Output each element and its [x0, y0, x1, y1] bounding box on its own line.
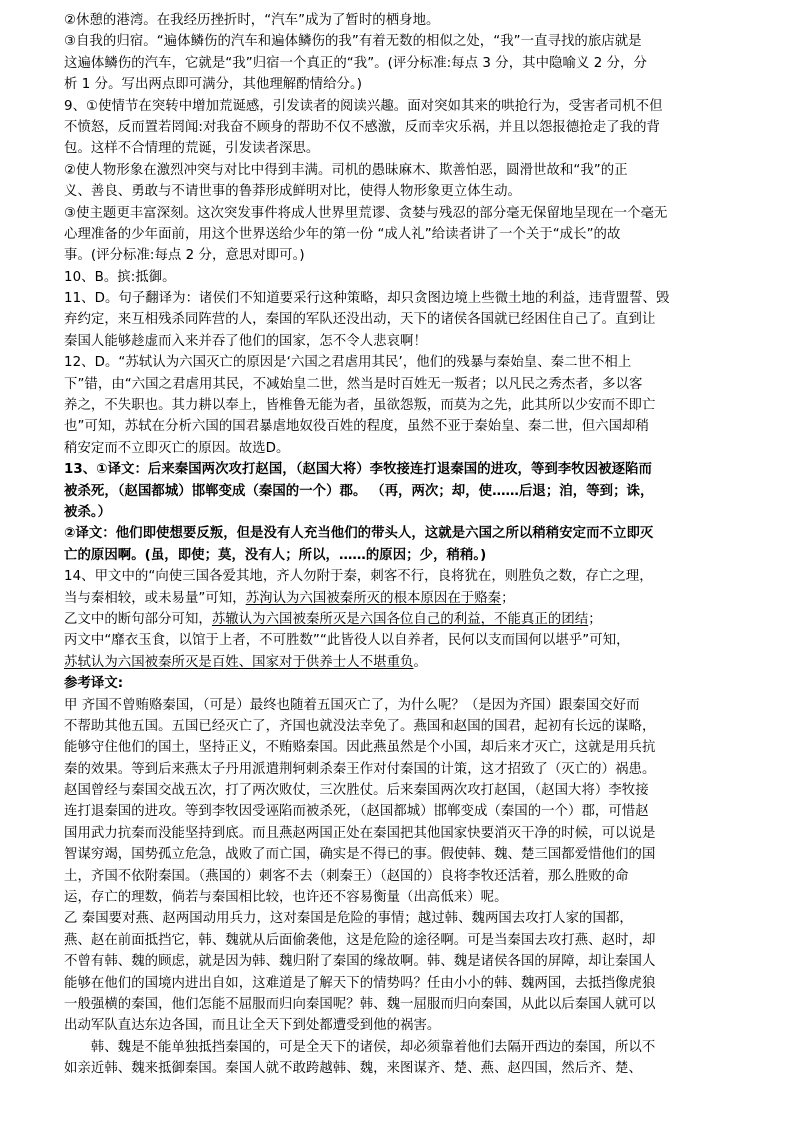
text-line: [64, 973, 744, 994]
text-line: [64, 352, 744, 373]
text-line: [64, 288, 744, 309]
line-text: 一般强横的秦国，他们怎能不屈服而归向秦国呢？韩、魏一屈服而归向秦国，从此以后秦国人就可以: [64, 996, 656, 1012]
text-line: [64, 331, 744, 352]
text-line: [64, 74, 744, 95]
text-line: [64, 588, 744, 609]
line-text: 韩、魏是不能单独抵挡秦国的，可是全天下的诸侯，却必须靠着他们去隔开西边的秦国，所以不: [90, 1039, 656, 1055]
line-text: 丙文中“靡衣玉食，以馆于上者，不可胜数”“此皆役人以自养者，民何以支而国何以堪乎”可知，: [64, 633, 630, 649]
text-line: [64, 737, 744, 758]
text-line: [64, 117, 744, 138]
line-text: 不愤怒，反而置若罔闻:对我奋不顾身的帮助不仅不感激，反而幸灾乐祸，并且以怨报德抢走了我的背: [64, 119, 660, 135]
text-line: [64, 523, 744, 544]
text-line: [64, 716, 744, 737]
line-text-tail: 。: [413, 654, 427, 670]
text-line: [64, 1037, 744, 1058]
line-text: ②使人物形象在激烈冲突与对比中得到丰满。司机的愚昧麻木、欺善怕恶，圆滑世故和“我”的正: [64, 162, 628, 178]
line-text: 不曾有韩、魏的顾虑，就是因为韩、魏归附了秦国的缘故啊。韩、魏是诸侯各国的屏障，却让秦国人: [64, 954, 656, 970]
line-text: 燕、赵在前面抵挡它，韩、魏就从后面偷袭他，这是危险的途径啊。可是当秦国去攻打燕、赵时，却: [64, 932, 656, 948]
text-line: [64, 416, 744, 437]
line-text: ③自我的归宿。“遍体鳞伤的汽车和遍体鳞伤的我”有着无数的相似之处，“我”一直寻找的旅店就是: [64, 34, 642, 50]
line-text: 事。(评分标准:每点 2 分，意思对即可。): [64, 248, 305, 264]
text-line: [64, 951, 744, 972]
text-line: [64, 96, 744, 117]
text-line: [64, 908, 744, 929]
text-line: [64, 10, 744, 31]
line-text: 智谋穷竭，国势孤立危急，战败了而亡国，确实是不得已的事。假使韩、魏、楚三国都爱惜他们的国: [64, 847, 656, 863]
text-line: [64, 309, 744, 330]
underlined-answer: 苏辙认为六国被秦所灭是六国各位自己的利益，不能真正的团结: [211, 611, 589, 627]
line-text: 养之，不失职也。其力耕以奉上，皆椎鲁无能为者，虽欲怨叛，而莫为之先，此其所以少安而不即亡: [64, 398, 656, 414]
line-text: 心理准备的少年面前，用这个世界送给少年的第一份 “成人礼”给读者讲了一个关于“成长”的故: [64, 226, 621, 242]
text-line: [64, 459, 744, 480]
line-text: 9、①使情节在突转中增加荒诞感，引发读者的阅读兴趣。面对突如其来的哄抢行为，受害者司机不但: [64, 98, 663, 114]
line-text: 下”错，由“六国之君虐用其民，不减始皇二世，然当是时百姓无一叛者；以凡民之秀杰者，多以客: [64, 376, 643, 392]
line-text: 12、D。“苏轼认为六国灭亡的原因是‘六国之君虐用其民’，他们的残暴与秦始皇、秦二世不相上: [64, 355, 632, 371]
line-text: ③使主题更丰富深刻。这次突发事件将成人世界里荒谬、贪婪与残忍的部分毫无保留地呈现在一个毫无: [64, 205, 668, 221]
line-text: 秦的效果。等到后来燕太子丹用派遣荆轲刺杀秦王作对付秦国的计策，这才招致了（灭亡的）祸患。: [64, 761, 656, 777]
text-line: [64, 438, 744, 459]
line-text: 包。这样不合情理的荒诞，引发读者深思。: [64, 141, 320, 157]
text-line: [64, 31, 744, 52]
text-line: [64, 759, 744, 780]
line-text: 赵国曾经与秦国交战五次，打了两次败仗，三次胜仗。后来秦国两次攻打赵国，（赵国大将）李牧接: [64, 783, 649, 799]
line-text: ②译文：他们即使想要反叛，但是没有人充当他们的带头人，这就是六国之所以稍稍安定而不立即灭: [64, 526, 654, 542]
line-text: 11、D。句子翻译为：诸侯们不知道要采行这种策略，却只贪图边境上些微土地的利益，违背盟誓、毁: [64, 291, 670, 307]
text-line: [64, 203, 744, 224]
line-text: 能够在他们的国境内进出自如，这难道是了解天下的情势吗？任由小小的韩、魏两国，去抵挡像虎狼: [64, 975, 656, 991]
line-text: 也”可知，苏轼在分析六国的国君暴虐地奴役百姓的程度，虽然不亚于秦始皇、秦二世，但六国却稍: [64, 419, 649, 435]
text-line: [64, 267, 744, 288]
text-line: [64, 930, 744, 951]
line-text: ②休憩的港湾。在我经历挫折时，“汽车”成为了暂时的栖身地。: [64, 13, 440, 28]
text-line: [64, 695, 744, 716]
line-text: 连打退秦国的进攻。等到李牧因受诬陷而被杀死，（赵国都城）邯郸变成（秦国的一个）郡，可惜赵: [64, 804, 649, 820]
line-text: 析 1 分。写出两点即可满分，其他理解酌情给分。): [64, 77, 363, 93]
text-line: [64, 566, 744, 587]
text-line: [64, 866, 744, 887]
text-line: [64, 245, 744, 266]
text-line: [64, 652, 744, 673]
line-text: 不帮助其他五国。五国已经灭亡了，齐国也就没法幸免了。燕国和赵国的国君，起初有长远的谋略，: [64, 718, 656, 734]
line-text: 土，齐国不依附秦国。（燕国的）刺客不去（刺秦王）（赵国的）良将李牧还活着，那么胜败的命: [64, 868, 629, 884]
line-text: 13、①译文：后来秦国两次攻打赵国，（赵国大将）李牧接连打退秦国的进攻，等到李牧因被逐陷而: [64, 462, 652, 478]
line-text: 如亲近韩、魏来抵御秦国。秦国人就不敢跨越韩、魏，来图谋齐、楚、燕、赵四国，然后齐、楚、: [64, 1061, 642, 1077]
line-text: 甲 齐国不曾贿赂秦国，（可是）最终也随着五国灭亡了，为什么呢？（是因为齐国）跟秦国交好而: [64, 697, 640, 713]
line-text: 被杀。）: [64, 504, 112, 520]
line-text: 运，存亡的理数，倘若与秦国相比较，也许还不容易衡量（出高低来）呢。: [64, 890, 508, 906]
text-line: [64, 887, 744, 908]
text-line: [64, 609, 744, 630]
line-text: 国用武力抗秦而没能坚持到底。而且燕赵两国正处在秦国把其他国家快要消灭干净的时候，可以说是: [64, 825, 656, 841]
line-text: 这遍体鳞伤的汽车，它就是“我”归宿一个真正的“我”。(评分标准:每点 3 分，其中隐喻义 2 分，分: [64, 55, 647, 71]
line-text: 14、甲文中的“向使三国各爱其地，齐人勿附于秦，刺客不行，良将犹在，则胜负之数，存亡之理，: [64, 569, 653, 585]
text-line: [64, 994, 744, 1015]
text-line: [64, 673, 744, 694]
line-text: 弃约定，来互相残杀同阵营的人，秦国的军队还没出动，天下的诸侯各国就已经困住自己了。直到让: [64, 312, 656, 328]
text-line: [64, 481, 744, 502]
text-line: [64, 1058, 744, 1079]
text-line: [64, 181, 744, 202]
line-text: 参考译文:: [64, 676, 124, 692]
line-text: 当与秦相较，或未易量”可知，: [64, 590, 246, 606]
text-line: [64, 374, 744, 395]
text-line: [64, 1015, 744, 1036]
text-line: [64, 545, 744, 566]
underlined-answer: 苏洵认为六国被秦所灭的根本原因在于赂秦: [245, 590, 502, 606]
line-text: 出动军队直达东边各国，而且让全天下到处都遭受到他的祸害。: [64, 1018, 441, 1034]
line-text: 能够守住他们的国土，坚持正义，不贿赂秦国。因此燕虽然是个小国，却后来才灭亡，这就是用兵抗: [64, 740, 656, 756]
text-line: [64, 823, 744, 844]
line-text: 义、善良、勇敢与不请世事的鲁莽形成鲜明对比，使得人物形象更立体生动。: [64, 184, 521, 200]
text-line: [64, 780, 744, 801]
text-line: [64, 844, 744, 865]
text-line: [64, 53, 744, 74]
line-text: 10、B。摈:抵御。: [64, 269, 176, 285]
line-text-tail: ；: [501, 590, 515, 606]
line-text: 稍安定而不立即灭亡的原因。故选D。: [64, 440, 290, 456]
line-text: 乙文中的断句部分可知，: [64, 611, 212, 627]
line-text: 秦国人能够趁虚而入来并吞了他们的国家，怎不令人悲哀啊！: [64, 333, 427, 349]
line-text-tail: ；: [588, 611, 602, 627]
text-line: [64, 224, 744, 245]
text-line: [64, 138, 744, 159]
text-line: [64, 160, 744, 181]
underlined-answer: 苏轼认为六国被秦所灭是百姓、国家对于供养士人不堪重负: [64, 654, 414, 670]
line-text: 亡的原因啊。(虽，即使；莫，没有人；所以，……的原因；少，稍稍。): [64, 547, 487, 563]
text-line: [64, 502, 744, 523]
text-line: [64, 395, 744, 416]
line-text: 乙 秦国要对燕、赵两国动用兵力，这对秦国是危险的事情；越过韩、魏两国去攻打人家的国都，: [64, 911, 633, 927]
line-text: 被杀死，（赵国都城）邯郸变成（秦国的一个）郡。 （再，两次；却，使……后退；洎，等到；诛，: [64, 483, 654, 499]
text-line: [64, 801, 744, 822]
text-line: [64, 630, 744, 651]
